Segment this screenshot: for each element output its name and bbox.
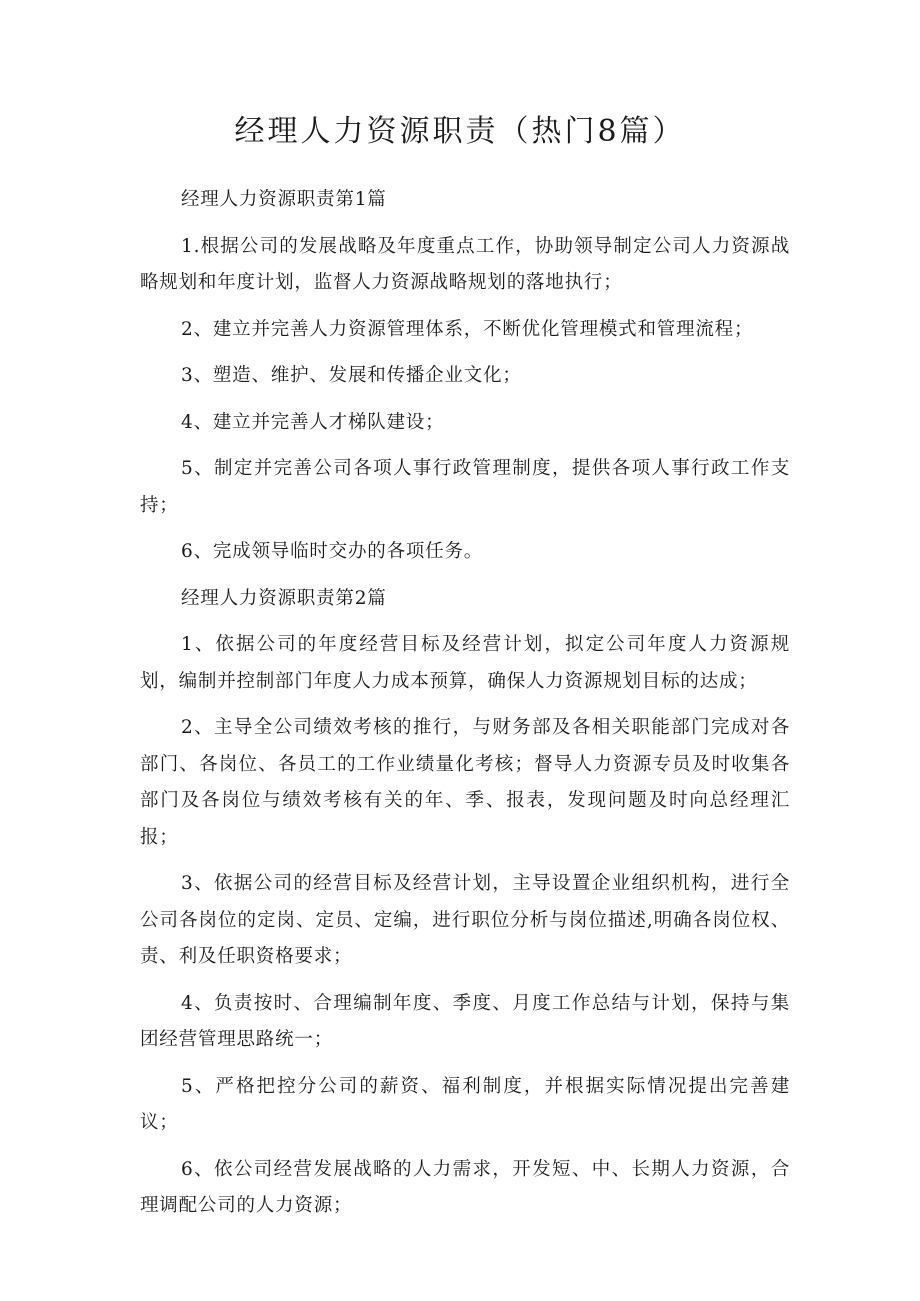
paragraph: 2、主导全公司绩效考核的推行，与财务部及各相关职能部门完成对各部门、各岗位、各员工的工作业绩量化考核；督导人力资源专员及时收集各部门及各岗位与绩效考核有关的年、季、报表，发现问题及时向总经理汇报； [140,717,790,848]
section-heading: 经理人力资源职责第2篇 [181,587,387,609]
paragraph: 1.根据公司的发展战略及年度重点工作，协助领导制定公司人力资源战略规划和年度计划，监督人力资源战略规划的落地执行； [140,235,790,293]
paragraph: 3、依据公司的经营目标及经营计划，主导设置企业组织机构，进行全公司各岗位的定岗、定员、定编，进行职位分析与岗位描述,明确各岗位权、责、利及任职资格要求； [140,873,790,967]
paragraph: 1、依据公司的年度经营目标及经营计划，拟定公司年度人力资源规划，编制并控制部门年度人力成本预算，确保人力资源规划目标的达成； [140,634,790,692]
document-body [140,182,790,1225]
paragraph: 6、依公司经营发展战略的人力需求，开发短、中、长期人力资源，合理调配公司的人力资源； [140,1158,790,1216]
paragraph: 4、负责按时、合理编制年度、季度、月度工作总结与计划，保持与集团经营管理思路统一； [140,992,790,1050]
paragraph: 2、建立并完善人力资源管理体系，不断优化管理模式和管理流程； [181,318,754,340]
document-title: 经理人力资源职责（热门8篇） [234,114,686,149]
paragraph: 6、完成领导临时交办的各项任务。 [181,541,484,562]
paragraph: 5、严格把控分公司的薪资、福利制度，并根据实际情况提出完善建议； [140,1075,790,1133]
paragraph: 4、建立并完善人才梯队建设； [181,411,445,433]
paragraph: 5、制定并完善公司各项人事行政管理制度，提供各项人事行政工作支持； [140,458,790,516]
paragraph: 3、塑造、维护、发展和传播企业文化； [181,365,522,386]
section-heading: 经理人力资源职责第1篇 [181,189,387,210]
